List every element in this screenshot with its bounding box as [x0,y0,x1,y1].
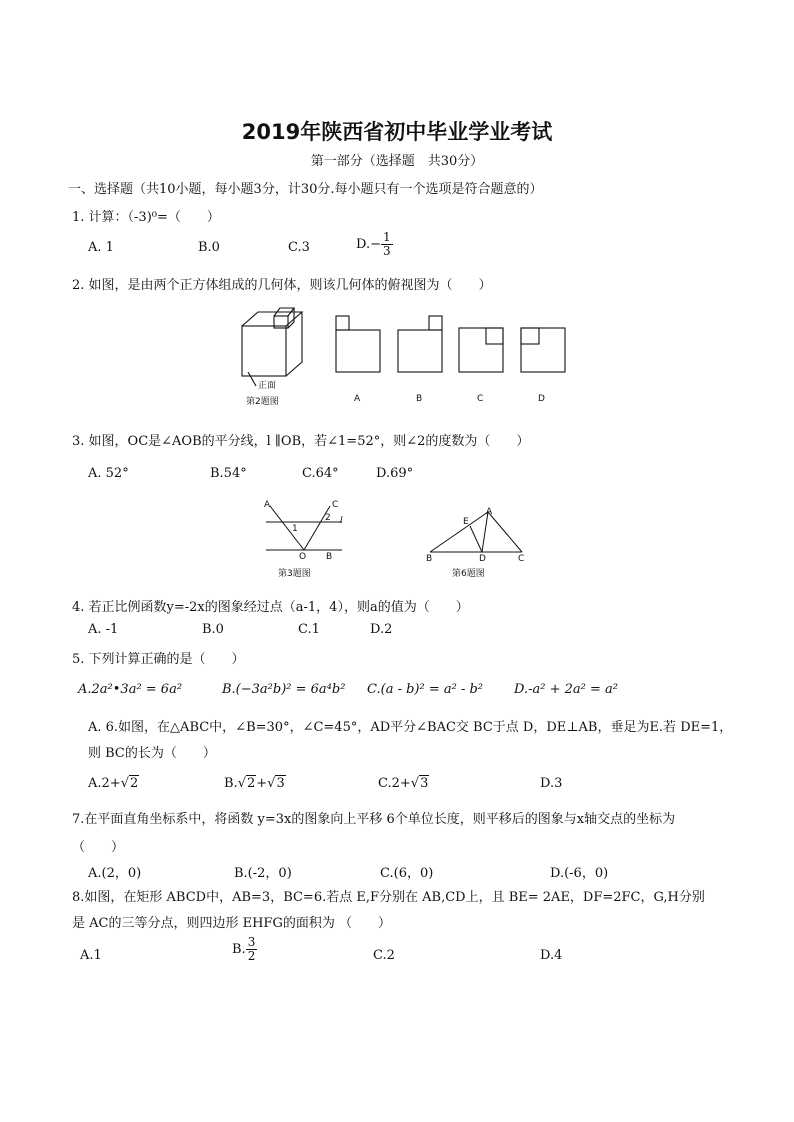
q2-front-label: 正面 [258,381,277,391]
q6-option-c: C.2+√3 [378,776,429,791]
exam-title: 2019年陕西省初中毕业学业考试 [241,120,553,144]
q2-figure-caption: 第2题图 [246,397,279,407]
q6-option-b: B.√2+√3 [224,776,285,791]
question-8-stem-line2: 是 AC的三等分点，则四边形 EHFG的面积为 （ ） [72,916,391,931]
q6-option-d: D.3 [540,776,563,791]
question-8-stem-line1: 8.如图，在矩形 ABCD中，AB=3，BC=6.若点 E,F分别在 AB,CD上，且 BE= 2AE，DF=2FC，G,H分别 [72,890,705,905]
q8-option-d: D.4 [540,948,563,963]
q3-option-b: B.54° [210,466,247,481]
q5-option-b: B.(−3a²b)² = 6a⁴b² [222,682,346,697]
q1-option-a: A. 1 [88,240,114,255]
q7-option-a: A.(2，0) [88,866,142,881]
q3-option-a: A. 52° [88,466,129,481]
q6-option-a: A.2+√2 [88,776,139,791]
q7-option-b: B.(-2，0) [234,866,292,881]
fig6-label-d: D [479,554,486,564]
q7-option-d: D.(-6，0) [550,866,609,881]
fig3-label-b: B [326,552,333,562]
question-3-stem: 3. 如图，OC是∠AOB的平分线，l ∥OB，若∠1=52°，则∠2的度数为（ ） [72,434,530,449]
q1-option-c: C.3 [288,240,310,255]
q3-option-d: D.69° [376,466,414,481]
q5-option-c: C.(a - b)² = a² - b² [367,682,484,697]
fig3-caption: 第3题图 [278,569,311,579]
question-2-stem: 2. 如图，是由两个正方体组成的几何体，则该几何体的俯视图为（ ） [72,278,492,293]
q3-option-c: C.64° [302,466,339,481]
question-6-stem-line1: A. 6.如图，在△ABC中，∠B=30°，∠C=45°，AD平分∠BAC交 BC于点 D，DE⊥AB，垂足为E.若 DE=1， [88,720,733,735]
question-4-stem: 4. 若正比例函数y=-2x的图象经过点（a-1，4），则a的值为（ ） [72,600,469,615]
fig3-angle-1: 1 [292,524,298,534]
q8-option-b: B. $\frac{3}{2}$ [232,935,256,963]
q6-figure [426,506,526,556]
q7-option-c: C.(6，0) [380,866,434,881]
q4-option-a: A. -1 [88,622,119,637]
q5-option-a: A.2a²•3a² = 6a² [78,682,183,697]
q2-view-b-label: B [416,394,423,404]
q2-view-a-label: A [354,394,361,404]
question-5-stem: 5. 下列计算正确的是（ ） [72,652,245,667]
question-1-stem: 1. 计算：（-3)⁰=（ ） [72,210,220,225]
fig3-angle-2: 2 [325,513,331,523]
q4-option-c: C.1 [298,622,320,637]
fig3-label-c: C [332,500,339,510]
q2-view-d-label: D [538,394,545,404]
q8-option-a: A.1 [80,948,102,963]
q1-option-d: D.− $\frac{1}{3}$ [356,230,391,258]
q3-figure [262,500,362,562]
fig6-label-c: C [518,554,525,564]
fig3-label-a: A [264,500,271,510]
fig6-label-a: A [486,507,493,517]
fig6-label-e: E [463,517,469,527]
question-7-stem-line1: 7.在平面直角坐标系中，将函数 y=3x的图象向上平移 6个单位长度，则平移后的图象与x轴交点的坐标为 [72,812,676,827]
fig6-label-b: B [426,554,433,564]
q1-option-b: B.0 [198,240,220,255]
q4-option-b: B.0 [202,622,224,637]
question-7-stem-line2: （ ） [72,840,125,855]
q2-figure [236,302,566,410]
fig3-label-o: O [299,552,307,562]
q4-option-d: D.2 [370,622,393,637]
q8-option-c: C.2 [373,948,395,963]
question-6-stem-line2: 则 BC的长为（ ） [88,746,216,761]
q2-view-c-label: C [477,394,484,404]
part-heading: 第一部分（选择题 共30分） [310,154,484,169]
section-heading: 一、选择题（共10小题，每小题3分，计30分.每小题只有一个选项是符合题意的） [68,182,543,197]
fig6-caption: 第6题图 [452,569,485,579]
q5-option-d: D.-a² + 2a² = a² [514,682,618,697]
fig3-line-l: l [340,516,343,526]
